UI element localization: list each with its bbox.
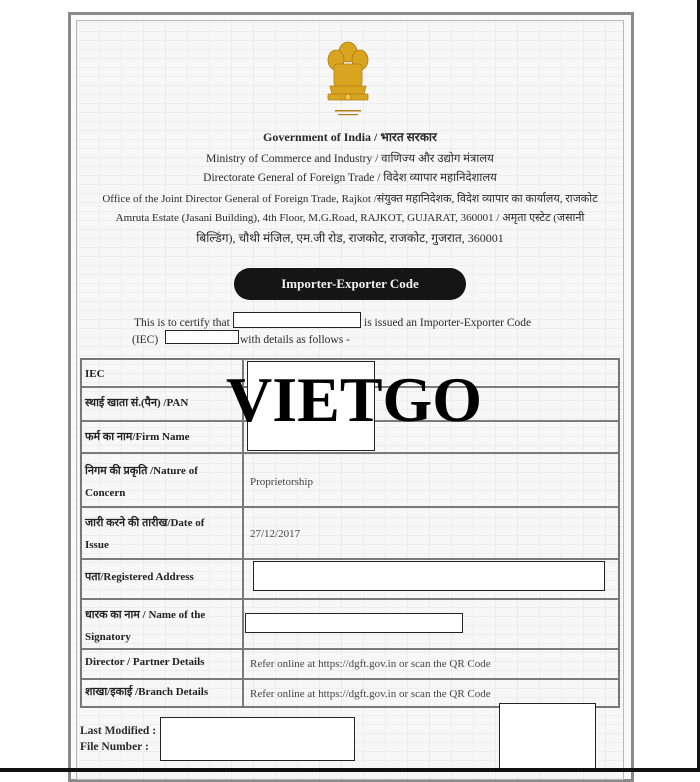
- table-row-label-branch-details: शाखा/इकाई /Branch Details: [85, 686, 209, 698]
- issuer-ministry: Ministry of Commerce and Industry / वाणिज्य और उद्योग मंत्रालय: [206, 153, 494, 165]
- vietgo-watermark: VIETGO: [226, 364, 483, 435]
- redacted-qr-code: [499, 703, 596, 772]
- table-row-label-nature-of-concern: निगम की प्रकृति /Nature of Concern: [85, 465, 198, 499]
- table-row-divider: [82, 452, 618, 454]
- table-value-director-details: Refer online at https://dgft.gov.in or scan the QR Code: [250, 658, 491, 670]
- certify-text-iec: (IEC): [132, 334, 159, 346]
- scan-edge-bottom: [0, 768, 700, 772]
- redacted-signatory-name: [245, 613, 463, 633]
- redacted-file-details: [160, 717, 355, 761]
- issuer-directorate: Directorate General of Foreign Trade / विदेश व्यापार महानिदेशालय: [203, 172, 497, 184]
- table-row-label-firm-name: फर्म का नाम/Firm Name: [85, 431, 190, 443]
- redacted-firm-name: [233, 312, 361, 328]
- certify-text-details: with details as follows -: [240, 334, 350, 346]
- redacted-iec-number: [165, 330, 239, 344]
- certify-text-issued: is issued an Importer-Exporter Code: [364, 317, 532, 329]
- table-row-divider: [82, 558, 618, 560]
- table-row-label-signatory: धारक का नाम / Name of the Signatory: [85, 609, 206, 643]
- table-row-divider: [82, 678, 618, 680]
- table-value-date-of-issue: 27/12/2017: [250, 528, 301, 540]
- table-row-divider: [82, 648, 618, 650]
- national-emblem-icon: [322, 38, 374, 128]
- issuer-office: Office of the Joint Director General of Foreign Trade, Rajkot /संयुक्त महानिदेशक, विदेश व्यापार का कार्यालय, राजकोट: [102, 193, 598, 205]
- redacted-registered-address: [253, 561, 605, 591]
- table-row-label-pan: स्थाई खाता सं.(पैन) /PAN: [85, 397, 189, 409]
- table-row-divider: [82, 506, 618, 508]
- table-row-label-registered-address: पता/Registered Address: [85, 571, 194, 583]
- table-row-divider: [82, 598, 618, 600]
- table-value-branch-details: Refer online at https://dgft.gov.in or scan the QR Code: [250, 688, 491, 700]
- issuer-government: Government of India / भारत सरकार: [263, 130, 437, 144]
- certify-text-start: This is to certify that: [134, 317, 230, 329]
- issuer-address-line1: Amruta Estate (Jasani Building), 4th Floor, M.G.Road, RAJKOT, GUJARAT, 360001 / अमृता एस्टेट (जसानी: [115, 212, 585, 224]
- document-title-banner: Importer-Exporter Code: [234, 268, 466, 300]
- last-modified-label: Last Modified :: [80, 725, 157, 737]
- table-row-label-director-details: Director / Partner Details: [85, 656, 205, 668]
- table-value-nature-of-concern: Proprietorship: [250, 476, 313, 488]
- file-number-label: File Number :: [80, 741, 149, 753]
- table-row-label-iec: IEC: [85, 368, 105, 380]
- table-row-label-date-of-issue: जारी करने की तारीख/Date of Issue: [85, 517, 205, 551]
- issuer-address-line2: बिल्डिंग), चौथी मंजिल, एम.जी रोड, राजकोट, राजकोट, गुजरात, 360001: [196, 231, 504, 245]
